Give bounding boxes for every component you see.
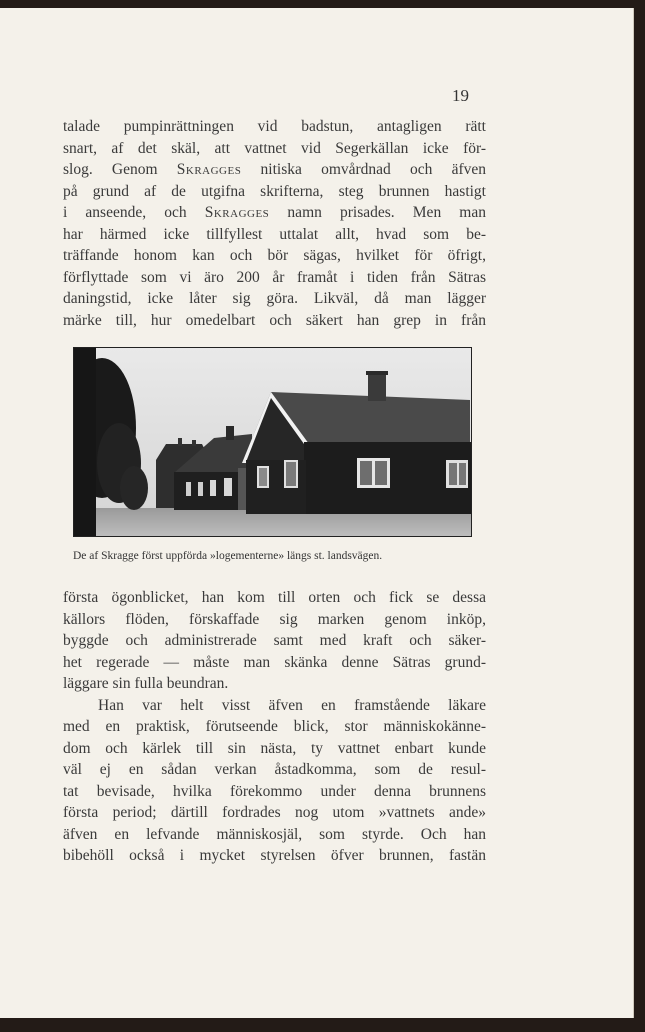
text-line: läggare sin fulla beundran. <box>63 675 229 692</box>
text-line: första ögonblicket, han kom till orten och fick se dessa <box>63 589 486 606</box>
text-line: het regerade — måste man skänka denne Sätras grund- <box>63 653 486 671</box>
text-line: första period; därtill fordrades nog utom »vattnets ande» <box>63 804 486 821</box>
text-line: bibehöll också i mycket styrelsen öfver brunnen, fastän <box>63 847 486 864</box>
text-line: dom och kärlek till sin nästa, ty vattnet enbart kunde <box>63 739 486 757</box>
building-photograph <box>73 347 472 537</box>
author-name: Skragges <box>176 161 242 178</box>
figure-caption: De af Skragge först uppförda »logementerne» längs st. landsvägen. <box>73 550 383 562</box>
text-line: i anseende, och Skragges namn prisades. Men man <box>63 204 486 221</box>
text-line: förflyttade som vi äro 200 år framåt i tiden från Sätras <box>63 268 486 286</box>
paragraph-2 <box>63 587 486 867</box>
text-line: har härmed icke tillfyllest uttalat allt, hvad som be- <box>63 225 486 243</box>
text-line: källors flöden, förskaffade sig marken genom inköp, <box>63 610 486 628</box>
text-line: med en praktisk, förutseende blick, stor människokänne- <box>63 718 486 735</box>
text-line: tat bevisade, hvilka förekommo under denna brunnens <box>63 782 486 800</box>
author-name: Skragges <box>204 204 270 221</box>
page-number: 19 <box>452 86 469 105</box>
paragraph-1 <box>63 116 486 331</box>
text-line: snart, af det skäl, att vattnet vid Segerkällan icke för- <box>63 139 486 157</box>
text-line: märke till, hur omedelbart och säkert han grep in från <box>63 311 486 329</box>
text-line: träffande honom kan och bör sägas, hvilket för öfrigt, <box>63 247 486 264</box>
text-line: slog. Genom Skragges nitiska omvårdnad och äfven <box>63 161 486 178</box>
text-line: väl ej en sådan verkan åstadkomma, som de resul- <box>63 761 486 778</box>
text-line: byggde och administrerade samt med kraft och säker- <box>63 632 486 649</box>
text-line: talade pumpinrättningen vid badstun, antagligen rätt <box>63 118 486 135</box>
text-line: äfven en lefvande människosjäl, som styrde. Och han <box>63 825 486 843</box>
text-line: på grund af de utgifna skrifterna, steg brunnen hastigt <box>63 182 486 200</box>
text-line: daningstid, icke låter sig göra. Likväl, då man lägger <box>63 290 486 307</box>
book-page <box>0 8 634 1018</box>
text-line: Han var helt visst äfven en framstående läkare <box>98 696 486 714</box>
